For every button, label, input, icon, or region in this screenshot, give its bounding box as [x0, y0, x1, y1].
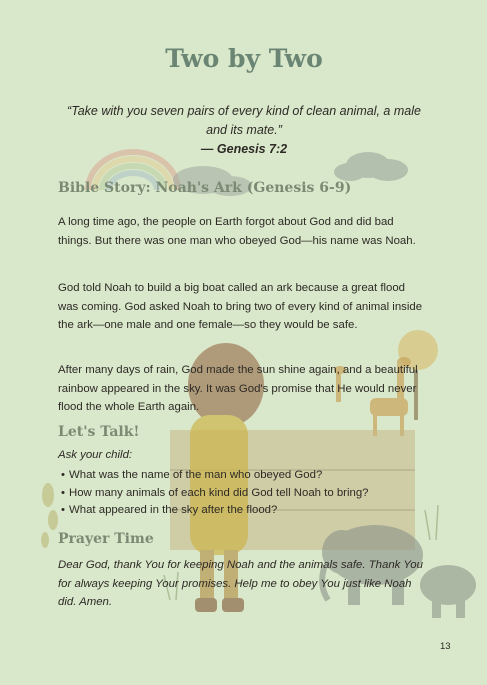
story-paragraph: God told Noah to build a big boat called an ark because a great flood was coming. God asked Noah to bring two of every kind of animal inside the ark—one male and one female—so they would be safe. [58, 282, 423, 331]
question-item: • What appeared in the sky after the flood? [58, 502, 368, 520]
prayer-heading: Prayer Time [58, 531, 154, 547]
question-item: • How many animals of each kind did God tell Noah to bring? [58, 485, 368, 503]
talk-prompt: Ask your child: [58, 449, 133, 461]
story-paragraph: A long time ago, the people on Earth forgot about God and did bad things. But there was one man who obeyed God—his name was Noah. [58, 216, 416, 247]
elephant-icon [420, 565, 476, 618]
verse-reference: — Genesis 7:2 [200, 142, 288, 156]
verse-text: “Take with you seven pairs of every kind of clean animal, a male and its mate.” [67, 104, 421, 137]
story-paragraph: After many days of rain, God made the sun shine again, and a beautiful rainbow appeared in the sky. It was God's promise that He would never flood the whole Earth again. [58, 364, 418, 413]
bush-icon [41, 483, 58, 548]
question-list [58, 467, 368, 520]
bible-verse [58, 102, 430, 159]
page-title: Two by Two [165, 44, 323, 73]
talk-heading: Let's Talk! [58, 424, 140, 440]
question-item: • What was the name of the man who obeyed God? [58, 467, 368, 485]
prayer-text: Dear God, thank You for keeping Noah and the animals safe. Thank You for always keeping Your promises. Help me to obey You just like Noah did. Amen. [58, 559, 423, 608]
page-number: 13 [440, 641, 451, 652]
story-heading: Bible Story: Noah's Ark (Genesis 6-9) [58, 180, 352, 196]
